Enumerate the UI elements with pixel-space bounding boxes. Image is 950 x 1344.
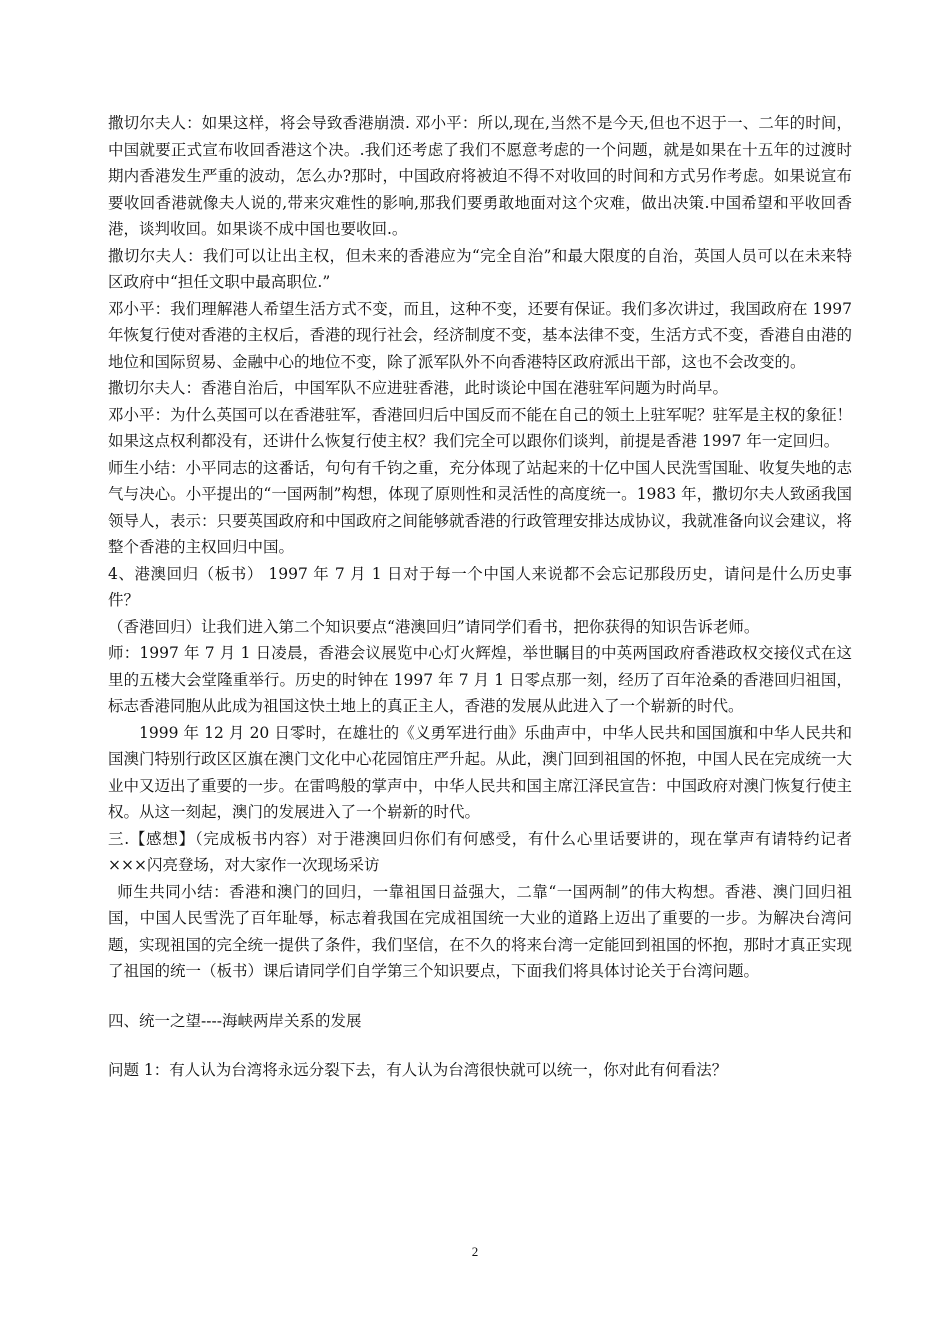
paragraph-section-4: 4、港澳回归（板书） 1997 年 7 月 1 日对于每一个中国人来说都不会忘记那段历史，请问是什么历史事件？	[108, 564, 852, 609]
paragraph-deng-2: 邓小平：为什么英国可以在香港驻军，香港回归后中国反而不能在自己的领土上驻军呢？驻军是主权的象征！如果这点权利都没有，还讲什么恢复行使主权？我们完全可以跟你们谈判，前提是香港 1997 年一定回归。	[108, 405, 853, 450]
paragraph-summary-1: 师生小结：小平同志的这番话，句句有千钧之重，充分体现了站起来的十亿中国人民洗雪国耻、收复失地的志气与决心。小平提出的“一国两制”构想，体现了原则性和灵活性的高度统一。1983 年，撒切尔夫人致函我国领导人，表示：只要英国政府和中国政府之间能够就香港的行政管理安排达成协议，我就准备向议会建议，将整个香港的主权回归中国。	[108, 458, 853, 556]
paragraph-thatcher-2: 撒切尔夫人：我们可以让出主权，但未来的香港应为“完全自治”和最大限度的自治，英国人员可以在未来特区政府中“担任文职中最高职位.”	[108, 246, 852, 291]
paragraph-deng-1: 邓小平：我们理解港人希望生活方式不变，而且，这种不变，还要有保证。我们多次讲过，我国政府在 1997 年恢复行使对香港的主权后，香港的现行社会，经济制度不变，基本法律不变，生活方式不变，香港自由港的地位和国际贸易、金融中心的地位不变，除了派军队外不向香港特区政府派出干部，这也不会改变的。	[108, 299, 853, 371]
page-number: 2	[471, 1244, 479, 1259]
paragraph-summary-2: 师生共同小结：香港和澳门的回归，一靠祖国日益强大，二靠“一国两制”的伟大构想。香港、澳门回归祖国，中国人民雪洗了百年耻辱，标志着我国在完成祖国统一大业的道路上迈出了重要的一步。为解决台湾问题，实现祖国的完全统一提供了条件，我们坚信，在不久的将来台湾一定能回到祖国的怀抱，那时才真正实现了祖国的统一（板书）课后请同学们自学第三个知识要点，下面我们将具体讨论关于台湾问题。	[108, 882, 853, 980]
paragraph-thatcher-3: 撒切尔夫人：香港自治后，中国军队不应进驻香港，此时谈论中国在港驻军问题为时尚早。	[108, 379, 729, 397]
document-body	[108, 110, 852, 1084]
question-1: 问题 1：有人认为台湾将永远分裂下去，有人认为台湾很快就可以统一，你对此有何看法？	[108, 1061, 728, 1079]
paragraph-thatcher-1: 撒切尔夫人：如果这样，将会导致香港崩溃. 邓小平：所以,现在,当然不是今天,但也不迟于一、二年的时间，中国就要正式宣布收回香港这个决。.我们还考虑了我们不愿意考虑的一个问题，就是如果在十五年的过渡时期内香港发生严重的波动，怎么办?那时，中国政府将被迫不得不对收回的时间和方式另作考虑。如果说宣布要收回香港就像夫人说的,带来灾难性的影响,那我们要勇敢地面对这个灾难，做出决策.中国希望和平收回香港，谈判收回。如果谈不成中国也要收回.。	[108, 114, 852, 238]
paragraph-reflection: 三.【感想】（完成板书内容）对于港澳回归你们有何感受，有什么心里话要讲的，现在掌声有请特约记者×××闪亮登场，对大家作一次现场采访	[108, 829, 852, 874]
section-heading-4: 四、统一之望----海峡两岸关系的发展	[108, 1011, 362, 1030]
paragraph-spacer	[108, 985, 852, 1008]
paragraph-spacer	[108, 1034, 852, 1057]
paragraph-macau-1999: 1999 年 12 月 20 日零时，在雄壮的《义勇军进行曲》乐曲声中，中华人民共和国国旗和中华人民共和国澳门特别行政区区旗在澳门文化中心花园馆庄严升起。从此，澳门回到祖国的怀抱，中国人民在完成统一大业中又迈出了重要的一步。在雷鸣般的掌声中，中华人民共和国主席江泽民宣告：中国政府对澳门恢复行使主权。从这一刻起，澳门的发展进入了一个崭新的时代。	[108, 723, 853, 821]
paragraph-teacher-1997: 师：1997 年 7 月 1 日凌晨，香港会议展览中心灯火辉煌，举世瞩目的中英两国政府香港政权交接仪式在这里的五楼大会堂隆重举行。历史的时钟在 1997 年 7 月 1 日零点那一刻，经历了百年沧桑的香港回归祖国，标志香港同胞从此成为祖国这快土地上的真正主人，香港的发展从此进入了一个崭新的时代。	[108, 644, 852, 715]
paragraph-hk-return: （香港回归）让我们进入第二个知识要点“港澳回归”请同学们看书，把你获得的知识告诉老师。	[108, 617, 760, 636]
